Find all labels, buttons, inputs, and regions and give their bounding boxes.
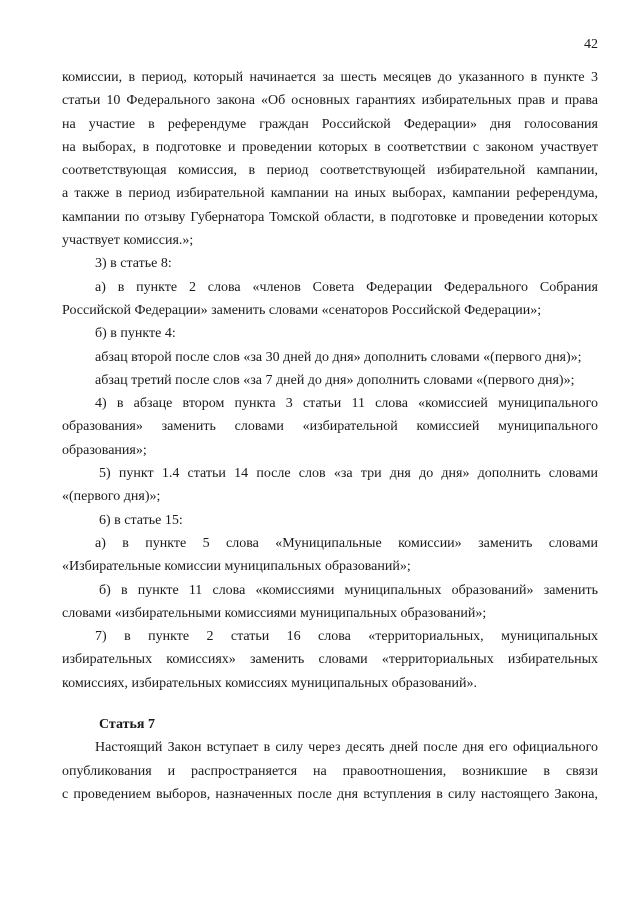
text-line: б) в пункте 11 слова «комиссиями муниципальных образований» заменить xyxy=(99,582,598,598)
text-line: с проведением выборов, назначенных после дня вступления в силу настоящего Закона, xyxy=(62,786,598,802)
text-line: комиссии, в период, который начинается за шесть месяцев до указанного в пункте 3 xyxy=(62,70,598,85)
text-line: участвует комиссия.»; xyxy=(62,233,194,249)
text-line: на выборах, в подготовке и проведении которых в соответствии с законом участвует xyxy=(62,139,598,155)
text-line: 5) пункт 1.4 статьи 14 после слов «за три дня до дня» дополнить словами xyxy=(99,466,598,482)
amendments-text xyxy=(62,66,598,695)
text-line: опубликования и распространяется на правоотношения, возникшие в связи xyxy=(62,763,598,779)
text-line: 3) в статье 8: xyxy=(95,256,172,272)
text-line: образования» заменить словами «избирательной комиссией муниципального xyxy=(62,419,598,435)
text-line: «Избирательные комиссии муниципальных образований»; xyxy=(62,559,411,575)
text-line: комиссиях, избирательных комиссиях муниципальных образований». xyxy=(62,675,477,691)
text-line: «(первого дня)»; xyxy=(62,489,161,505)
text-line: а) в пункте 2 слова «членов Совета Федерации Федерального Собрания xyxy=(95,279,598,295)
text-line: 7) в пункте 2 статьи 16 слова «территориальных, муниципальных xyxy=(95,629,598,645)
text-line: 4) в абзаце втором пункта 3 статьи 11 слова «комиссией муниципального xyxy=(95,396,598,412)
text-line: Настоящий Закон вступает в силу через десять дней после дня его официального xyxy=(95,740,598,756)
text-line: абзац второй после слов «за 30 дней до дня» дополнить словами «(первого дня)»; xyxy=(95,349,582,365)
page-number: 42 xyxy=(584,37,598,52)
text-line: а) в пункте 5 слова «Муниципальные комиссии» заменить словами xyxy=(95,535,598,551)
article-7-text xyxy=(62,736,598,806)
text-line: словами «избирательными комиссиями муниципальных образований»; xyxy=(62,605,487,621)
text-line: соответствующая комиссия, в период соответствующей избирательной кампании, xyxy=(62,163,598,179)
text-line: 6) в статье 15: xyxy=(99,512,183,528)
text-line: Российской Федерации» заменить словами «сенаторов Российской Федерации»; xyxy=(62,302,542,318)
text-line: а также в период избирательной кампании на иных выборах, кампании референдума, xyxy=(62,186,598,202)
text-line: кампании по отзыву Губернатора Томской области, в подготовке и проведении которых xyxy=(62,209,598,225)
text-line: б) в пункте 4: xyxy=(95,326,176,342)
article-heading: Статья 7 xyxy=(99,717,155,733)
text-line: абзац третий после слов «за 7 дней до дня» дополнить словами «(первого дня)»; xyxy=(95,372,575,388)
text-line: избирательных комиссиях» заменить словами «территориальных избирательных xyxy=(62,652,598,668)
text-line: статьи 10 Федерального закона «Об основных гарантиях избирательных прав и права xyxy=(62,93,598,109)
document-body xyxy=(62,66,598,806)
section-spacer xyxy=(62,695,598,713)
text-line: на участие в референдуме граждан Российской Федерации» дня голосования xyxy=(62,116,598,132)
text-line: образования»; xyxy=(62,442,147,458)
